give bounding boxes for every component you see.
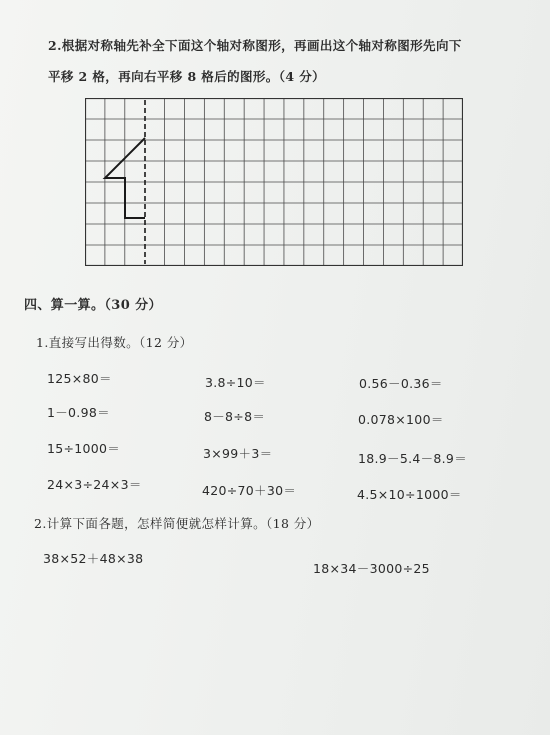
question-2-line-1: 2.根据对称轴先补全下面这个轴对称图形，再画出这个轴对称图形先向下 (48, 38, 462, 53)
calc-item: 8－8÷8＝ (204, 409, 266, 424)
calc-item: 3×99＋3＝ (203, 446, 273, 461)
calc-item: 125×80＝ (47, 371, 112, 386)
calc-item: 0.078×100＝ (358, 412, 444, 427)
simplify-item: 18×34－3000÷25 (313, 561, 430, 576)
calc-item: 0.56－0.36＝ (359, 376, 443, 391)
grid-paper (85, 98, 463, 270)
calc-item: 18.9－5.4－8.9＝ (358, 451, 467, 466)
grid-svg (85, 98, 463, 266)
section-4-title: 四、算一算。（30 分） (24, 298, 162, 313)
simplify-item: 38×52＋48×38 (43, 551, 144, 566)
calc-item: 3.8÷10＝ (205, 375, 266, 390)
part-1-title: 1.直接写出得数。（12 分） (36, 335, 193, 350)
question-2-line-2: 平移 2 格，再向右平移 8 格后的图形。（4 分） (48, 69, 326, 84)
calc-item: 1－0.98＝ (47, 405, 110, 420)
calc-item: 24×3÷24×3＝ (47, 477, 142, 492)
part-2-title: 2.计算下面各题，怎样简便就怎样计算。（18 分） (34, 516, 320, 531)
calc-item: 4.5×10÷1000＝ (357, 487, 462, 502)
calc-item: 15÷1000＝ (47, 441, 121, 456)
calc-item: 420÷70＋30＝ (202, 483, 297, 498)
